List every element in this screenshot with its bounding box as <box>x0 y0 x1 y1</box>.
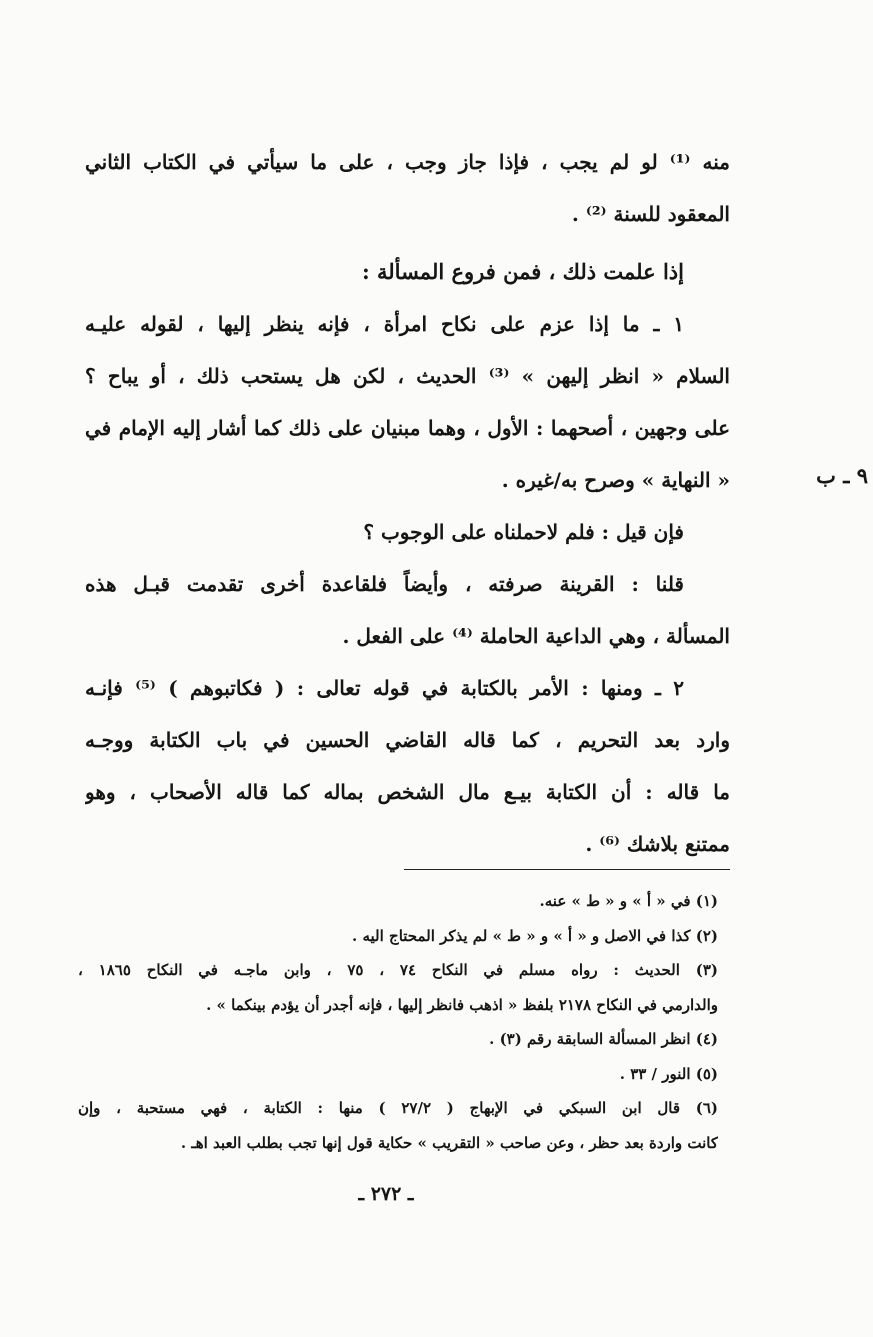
footnote-continuation: كانت واردة بعد حظر ، وعن صاحب « التقريب » حكاية قول إنها تجب بطلب العبد اهـ . <box>180 1133 718 1152</box>
text-line: منه ⁽¹⁾ لو لم يجب ، فإذا جاز وجب ، على ما سيأتي في الكتاب الثاني <box>85 150 730 174</box>
text-line: ٢ ـ ومنها : الأمر بالكتابة في قوله تعالى : ( فكاتبوهم ) ⁽⁵⁾ فإنـه <box>85 676 684 700</box>
footnote: (٢) كذا في الاصل و « أ » و « ط » لم يذكر المحتاج اليه . <box>352 926 718 945</box>
footnote-separator <box>404 869 730 870</box>
text-line: فإن قيل : فلم لاحملناه على الوجوب ؟ <box>363 520 684 544</box>
text-line: ما قاله : أن الكتابة بيـع مال الشخص بماله كما قاله الأصحاب ، وهو <box>85 780 730 804</box>
page-number: ـ ٢٧٢ ـ <box>358 1183 414 1205</box>
text-line: وارد بعد التحريم ، كما قاله القاضي الحسين في باب الكتابة ووجـه <box>85 728 730 752</box>
text-line: ممتنع بلاشك ⁽⁶⁾ . <box>585 832 730 856</box>
text-line: السلام « انظر إليهن » ⁽³⁾ الحديث ، لكن هل يستحب ذلك ، أو يباح ؟ <box>85 364 730 388</box>
text-line: قلنا : القرينة صرفته ، وأيضاً فلقاعدة أخرى تقدمت قبـل هذه <box>85 572 684 596</box>
footnotes <box>78 884 718 1160</box>
footnote: (٥) النور / ٣٣ . <box>619 1064 718 1083</box>
footnote: (٦) قال ابن السبكي في الإبهاج ( ٢٧/٢ ) منها : الكتابة ، فهي مستحبة ، وإن <box>78 1099 718 1117</box>
footnote: (٣) الحديث : رواه مسلم في النكاح ٧٤ ، ٧٥ ، وابن ماجـه في النكاح ١٨٦٥ ، <box>78 961 718 979</box>
text-line: المعقود للسنة ⁽²⁾ . <box>571 202 730 226</box>
text-line: المسألة ، وهي الداعية الحاملة ⁽⁴⁾ على الفعل . <box>342 624 730 648</box>
text-line: على وجهين ، أصحهما : الأول ، وهما مبنيان على ذلك كما أشار إليه الإمام في <box>85 416 730 440</box>
footnote-continuation: والدارمي في النكاح ٢١٧٨ بلفظ « اذهب فانظر إليها ، فإنه أجدر أن يؤدم بينكما » . <box>206 995 718 1014</box>
section-heading: إذا علمت ذلك ، فمن فروع المسألة : <box>361 259 684 284</box>
manuscript-folio-marker: ٩ ـ ب <box>816 463 868 488</box>
footnote: (٤) انظر المسألة السابقة رقم (٣) . <box>489 1030 718 1048</box>
text-line: ١ ـ ما إذا عزم على نكاح امرأة ، فإنه ينظر إليها ، لقوله عليـه <box>85 312 684 336</box>
footnote: (١) في « أ » و « ط » عنه. <box>539 892 718 910</box>
text-line: « النهاية » وصرح به/غيره . <box>501 468 730 492</box>
main-text <box>85 136 730 870</box>
